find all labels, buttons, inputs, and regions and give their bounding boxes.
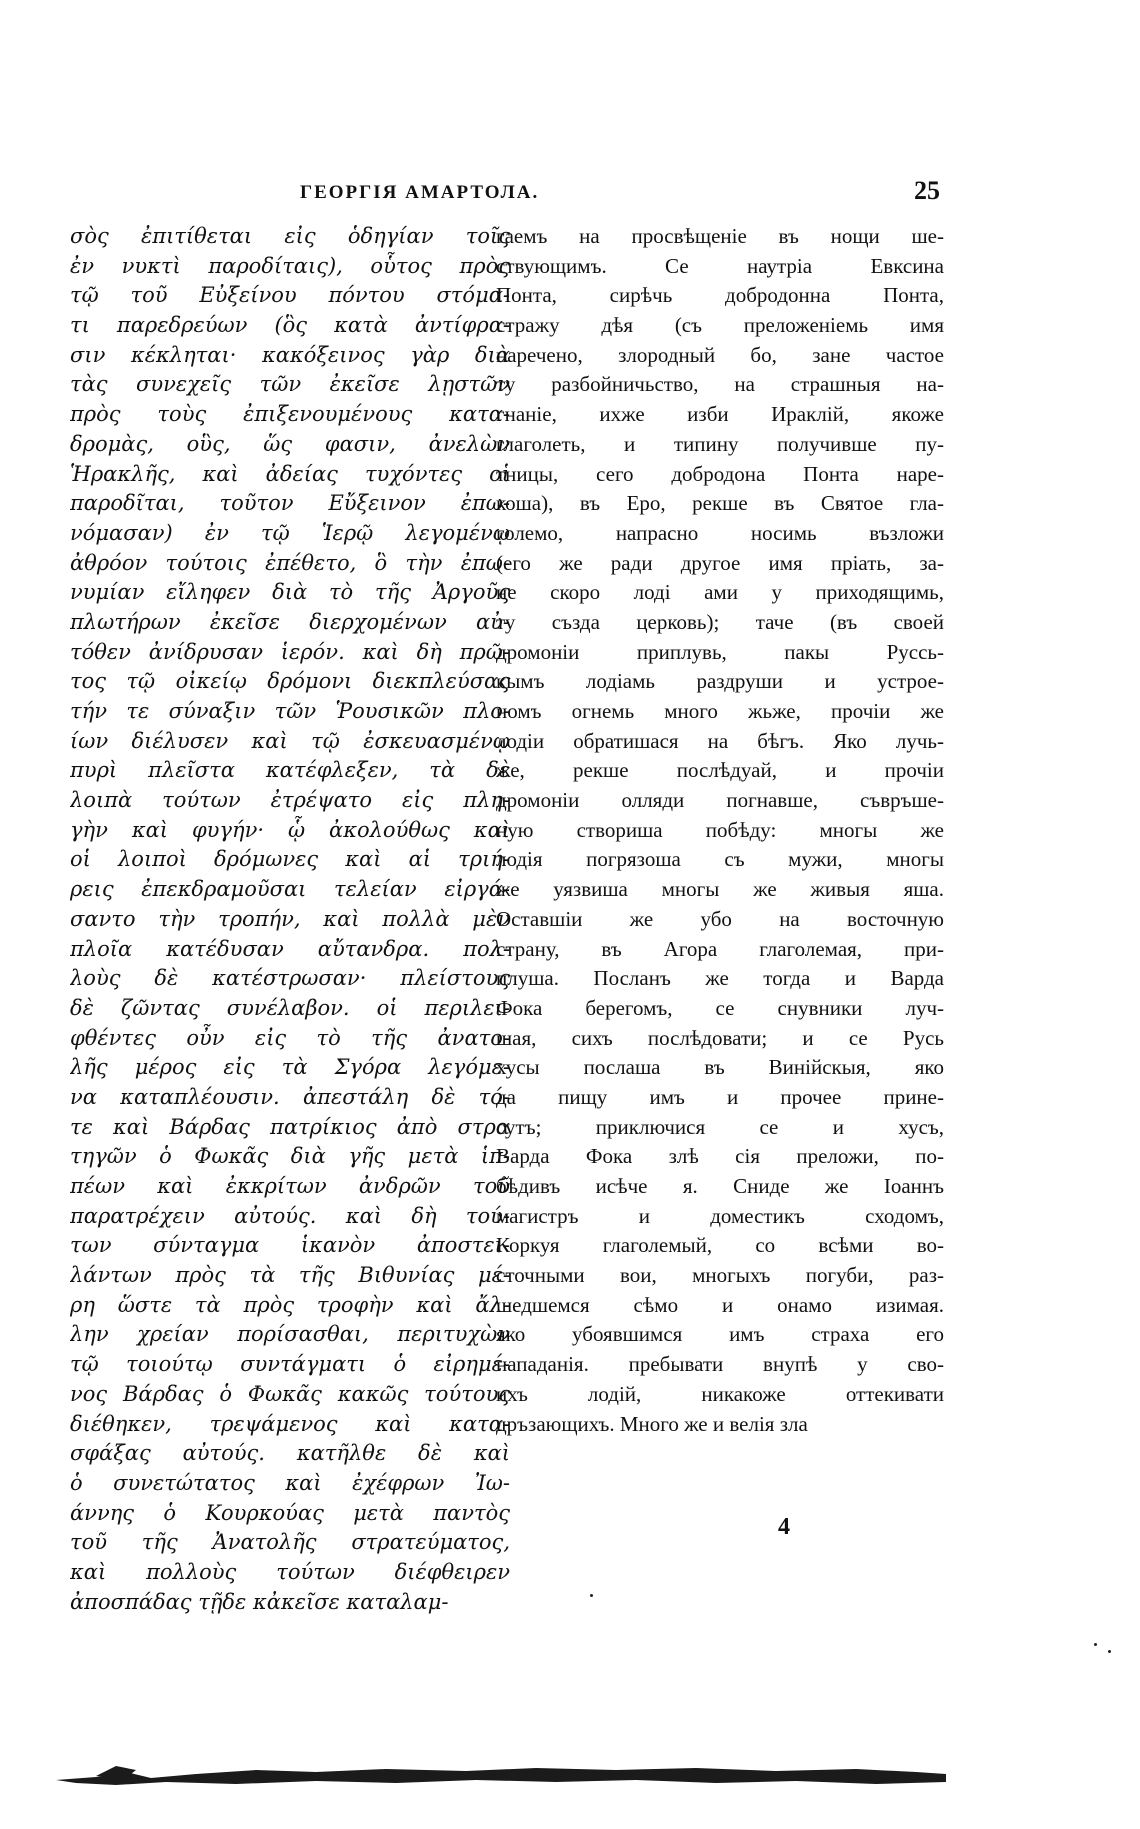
scan-speck	[590, 1594, 593, 1597]
text-line: дромоніи приплувь, пакы Руссь-	[496, 639, 944, 664]
text-line: да пищу имъ и прочее прине-	[496, 1084, 944, 1109]
text-line: πρὸς τοὺς ἐπιξενουμένους κατα-	[70, 402, 510, 427]
text-line: наречено, злородный бо, зане частое	[496, 342, 944, 367]
text-line: лодіи обратишася на бѣгъ. Яко лучь-	[496, 728, 944, 753]
text-line: ἀθρόον τούτοις ἐπέθετο, ὃ τὴν ἐπω-	[70, 550, 510, 575]
text-line: ἀποσπάδας τῇδε κἀκεῖσε καταλαμ-	[70, 1589, 449, 1614]
text-line: же, рекше послѣдуай, и прочіи	[496, 758, 944, 783]
text-line: ту разбойничьство, на страшныя на-	[496, 372, 944, 397]
text-line: стражу дѣя (съ преложеніемь имя	[496, 313, 944, 338]
text-line: σιν κέκληται· κακόξεινος γὰρ διὰ	[70, 342, 510, 367]
text-line: Оставшіи же убо на восточную	[496, 906, 944, 931]
text-line: οἱ λοιποὶ δρόμωνες καὶ αἱ τριή-	[70, 847, 510, 872]
text-line: лодія погрязоша съ мужи, многы	[496, 847, 944, 872]
text-line: ную створиша побѣду: многы же	[496, 817, 944, 842]
text-line: големо, напрасно носимь възложи	[496, 520, 944, 545]
text-line: страну, въ Агора глаголемая, при-	[496, 936, 944, 961]
greek-text-column	[70, 222, 510, 1617]
signature-mark: 4	[778, 1514, 790, 1540]
text-line: ρεις ἐπεκδραμοῦσαι τελείαν εἰργά-	[70, 877, 510, 902]
text-line: коша), въ Еро, рекше въ Святое гла-	[496, 491, 944, 516]
text-line: дръзающихъ. Много же и велія зла	[496, 1411, 808, 1436]
text-line: νόμασαν) ἐν τῷ Ἱερῷ λεγομένῳ	[70, 520, 510, 545]
text-line: магистръ и доместикъ сходомъ,	[496, 1203, 944, 1228]
text-line: ихъ лодій, никакоже оттекивати	[496, 1381, 944, 1406]
text-line: хусы послаша въ Винійскыя, яко	[496, 1055, 944, 1080]
text-line: Ἡρακλῆς, καὶ ἀδείας τυχόντες οἱ	[70, 461, 510, 486]
text-line: καὶ πολλοὺς τούτων διέφθειρεν	[70, 1559, 510, 1584]
text-line: παροδῖται, τοῦτον Εὔξεινον ἐπω-	[70, 491, 510, 516]
text-line: же уязвиша многы же живыя яша.	[496, 877, 944, 902]
text-line: λάντων πρὸς τὰ τῆς Βιθυνίας μέ-	[70, 1263, 510, 1288]
text-line: ἐν νυκτὶ παροδίταις), οὗτος πρὸς	[70, 253, 510, 278]
text-line: ὁ συνετώτατος καὶ ἐχέφρων Ἰω-	[70, 1470, 510, 1495]
text-line: (его же ради другое имя пріать, за-	[496, 550, 944, 575]
text-line: άννης ὁ Κουρκούας μετὰ παντὸς	[70, 1500, 510, 1525]
text-line: δρομὰς, οὓς, ὥς φασιν, ἀνελὼν	[70, 431, 510, 456]
text-line: νυμίαν εἴληφεν διὰ τὸ τῆς Ἀργοῦς	[70, 580, 510, 605]
text-line: διέθηκεν, τρεψάμενος καὶ κατα-	[70, 1411, 510, 1436]
text-line: λοιπὰ τούτων ἐτρέψατο εἰς πλη-	[70, 788, 510, 813]
text-line: Фока берегомъ, се снувники луч-	[496, 995, 944, 1020]
text-line: дромоніи олляди погнавше, съвръше-	[496, 788, 944, 813]
text-line: гнаніе, ихже изби Ираклій, якоже	[496, 402, 944, 427]
text-line: πέων καὶ ἐκκρίτων ἀνδρῶν τοῦ	[70, 1174, 510, 1198]
text-line: ту създа церковь); таче (въ своей	[496, 609, 944, 634]
text-line: δὲ ζῶντας συνέλαβον. οἱ περιλει-	[70, 995, 510, 1020]
text-line: τε καὶ Βάρδας πατρίκιος ἀπὸ στρα	[70, 1114, 510, 1139]
text-line: τος τῷ οἰκείῳ δρόμονι διεκπλεύσας	[70, 669, 510, 694]
text-line: σαντο τὴν τροπήν, καὶ πολλὰ μὲν	[70, 906, 510, 931]
text-line: λῆς μέρος εἰς τὰ Σγόρα λεγόμε-	[70, 1055, 510, 1080]
text-line: λην χρείαν πορίσασθαι, περιτυχὼν	[70, 1322, 510, 1347]
text-line: шая, сихъ послѣдовати; и се Русь	[496, 1025, 944, 1050]
running-head	[300, 176, 940, 216]
text-line: шедшемся сѣмо и онамо изимая.	[496, 1292, 944, 1317]
text-line: πυρὶ πλεῖστα κατέφλεξεν, τὰ δὲ	[70, 758, 510, 783]
text-line: Коркуя глаголемый, со всѣми во-	[496, 1233, 944, 1258]
text-line: бѣдивъ исѣче я. Сниде же Іоаннъ	[496, 1174, 944, 1198]
text-line: τόθεν ἀνίδρυσαν ἱερόν. καὶ δὴ πρῶ-	[70, 639, 510, 664]
text-line: ρη ὥστε τὰ πρὸς τροφὴν καὶ ἄλ-	[70, 1292, 510, 1317]
text-line: λοὺς δὲ κατέστρωσαν· πλείστους	[70, 966, 510, 991]
text-line: ствующимъ. Се наутріа Евксина	[496, 253, 944, 278]
text-line: ίων διέλυσεν καὶ τῷ ἐσκευασμένῳ	[70, 728, 510, 753]
text-line: номъ огнемь много жьже, прочіи же	[496, 699, 944, 723]
text-line: πλωτήρων ἐκεῖσε διερχομένων αὐ-	[70, 609, 510, 634]
text-line: γὴν καὶ φυγήν· ᾧ ἀκολούθως καὶ	[70, 817, 510, 842]
text-line: сточными вои, многыхъ погуби, раз-	[496, 1263, 944, 1288]
text-line: των σύνταγμα ἱκανὸν ἀποστει-	[70, 1233, 510, 1258]
text-line: тницы, сего добродона Понта наре-	[496, 461, 944, 486]
text-line: τῷ τοῦ Εὐξείνου πόντου στόμα-	[70, 283, 510, 308]
text-line: яко убоявшимся имъ страха его	[496, 1322, 944, 1347]
text-line: сутъ; приключися се и хусъ,	[496, 1114, 944, 1139]
text-line: τι παρεδρεύων (ὃς κατὰ ἀντίφρα-	[70, 313, 510, 338]
text-line: τηγῶν ὁ Φωκᾶς διὰ γῆς μετὰ ἱπ-	[70, 1144, 510, 1169]
text-line: νος Βάρδας ὁ Φωκᾶς κακῶς τούτους	[70, 1381, 510, 1406]
text-line: Понта, сирѣчь добродонна Понта,	[496, 283, 944, 308]
text-line: παρατρέχειν αὐτούς. καὶ δὴ τού-	[70, 1203, 510, 1228]
text-line: τήν τε σύναξιν τῶν Ῥουσικῶν πλο-	[70, 699, 510, 723]
slavonic-text-column	[496, 222, 944, 1439]
text-line: τοῦ τῆς Ἀνατολῆς στρατεύματος,	[70, 1530, 510, 1555]
scan-speck	[1094, 1643, 1097, 1646]
text-line: φθέντες οὖν εἰς τὸ τῆς ἀνατο-	[70, 1025, 510, 1050]
text-line: кымъ лодіамь раздруши и устрое-	[496, 669, 944, 694]
text-line: τὰς συνεχεῖς τῶν ἐκεῖσε λῃστῶν	[70, 372, 510, 397]
text-line: να καταπλέουσιν. ἀπεστάλη δὲ τό-	[70, 1084, 510, 1109]
text-line: гаемъ на просвѣщеніе въ нощи ше-	[496, 224, 944, 248]
running-title: ГЕОРГІЯ АМАРТОЛА.	[300, 182, 540, 203]
text-line: πλοῖα κατέδυσαν αὔτανδρα. πολ-	[70, 936, 510, 961]
text-line: Варда Фока злѣ сія преложи, по-	[496, 1144, 944, 1169]
text-line: σφάξας αὐτούς. κατῆλθε δὲ καὶ	[70, 1441, 510, 1466]
text-line: нападанія. пребывати внупѣ у сво-	[496, 1352, 944, 1377]
page-number: 25	[914, 176, 940, 205]
text-line: плуша. Посланъ же тогда и Варда	[496, 966, 944, 991]
scan-stain-mark	[56, 1760, 946, 1788]
text-line: глаголеть, и типину получивше пу-	[496, 431, 944, 456]
text-line: τῷ τοιούτῳ συντάγματι ὁ εἰρημέ-	[70, 1352, 510, 1377]
text-line: не скоро лоді ами у приходящимь,	[496, 580, 944, 605]
text-line: σὸς ἐπιτίθεται εἰς ὁδηγίαν τοῖς	[70, 224, 510, 248]
scan-speck	[1108, 1650, 1111, 1653]
